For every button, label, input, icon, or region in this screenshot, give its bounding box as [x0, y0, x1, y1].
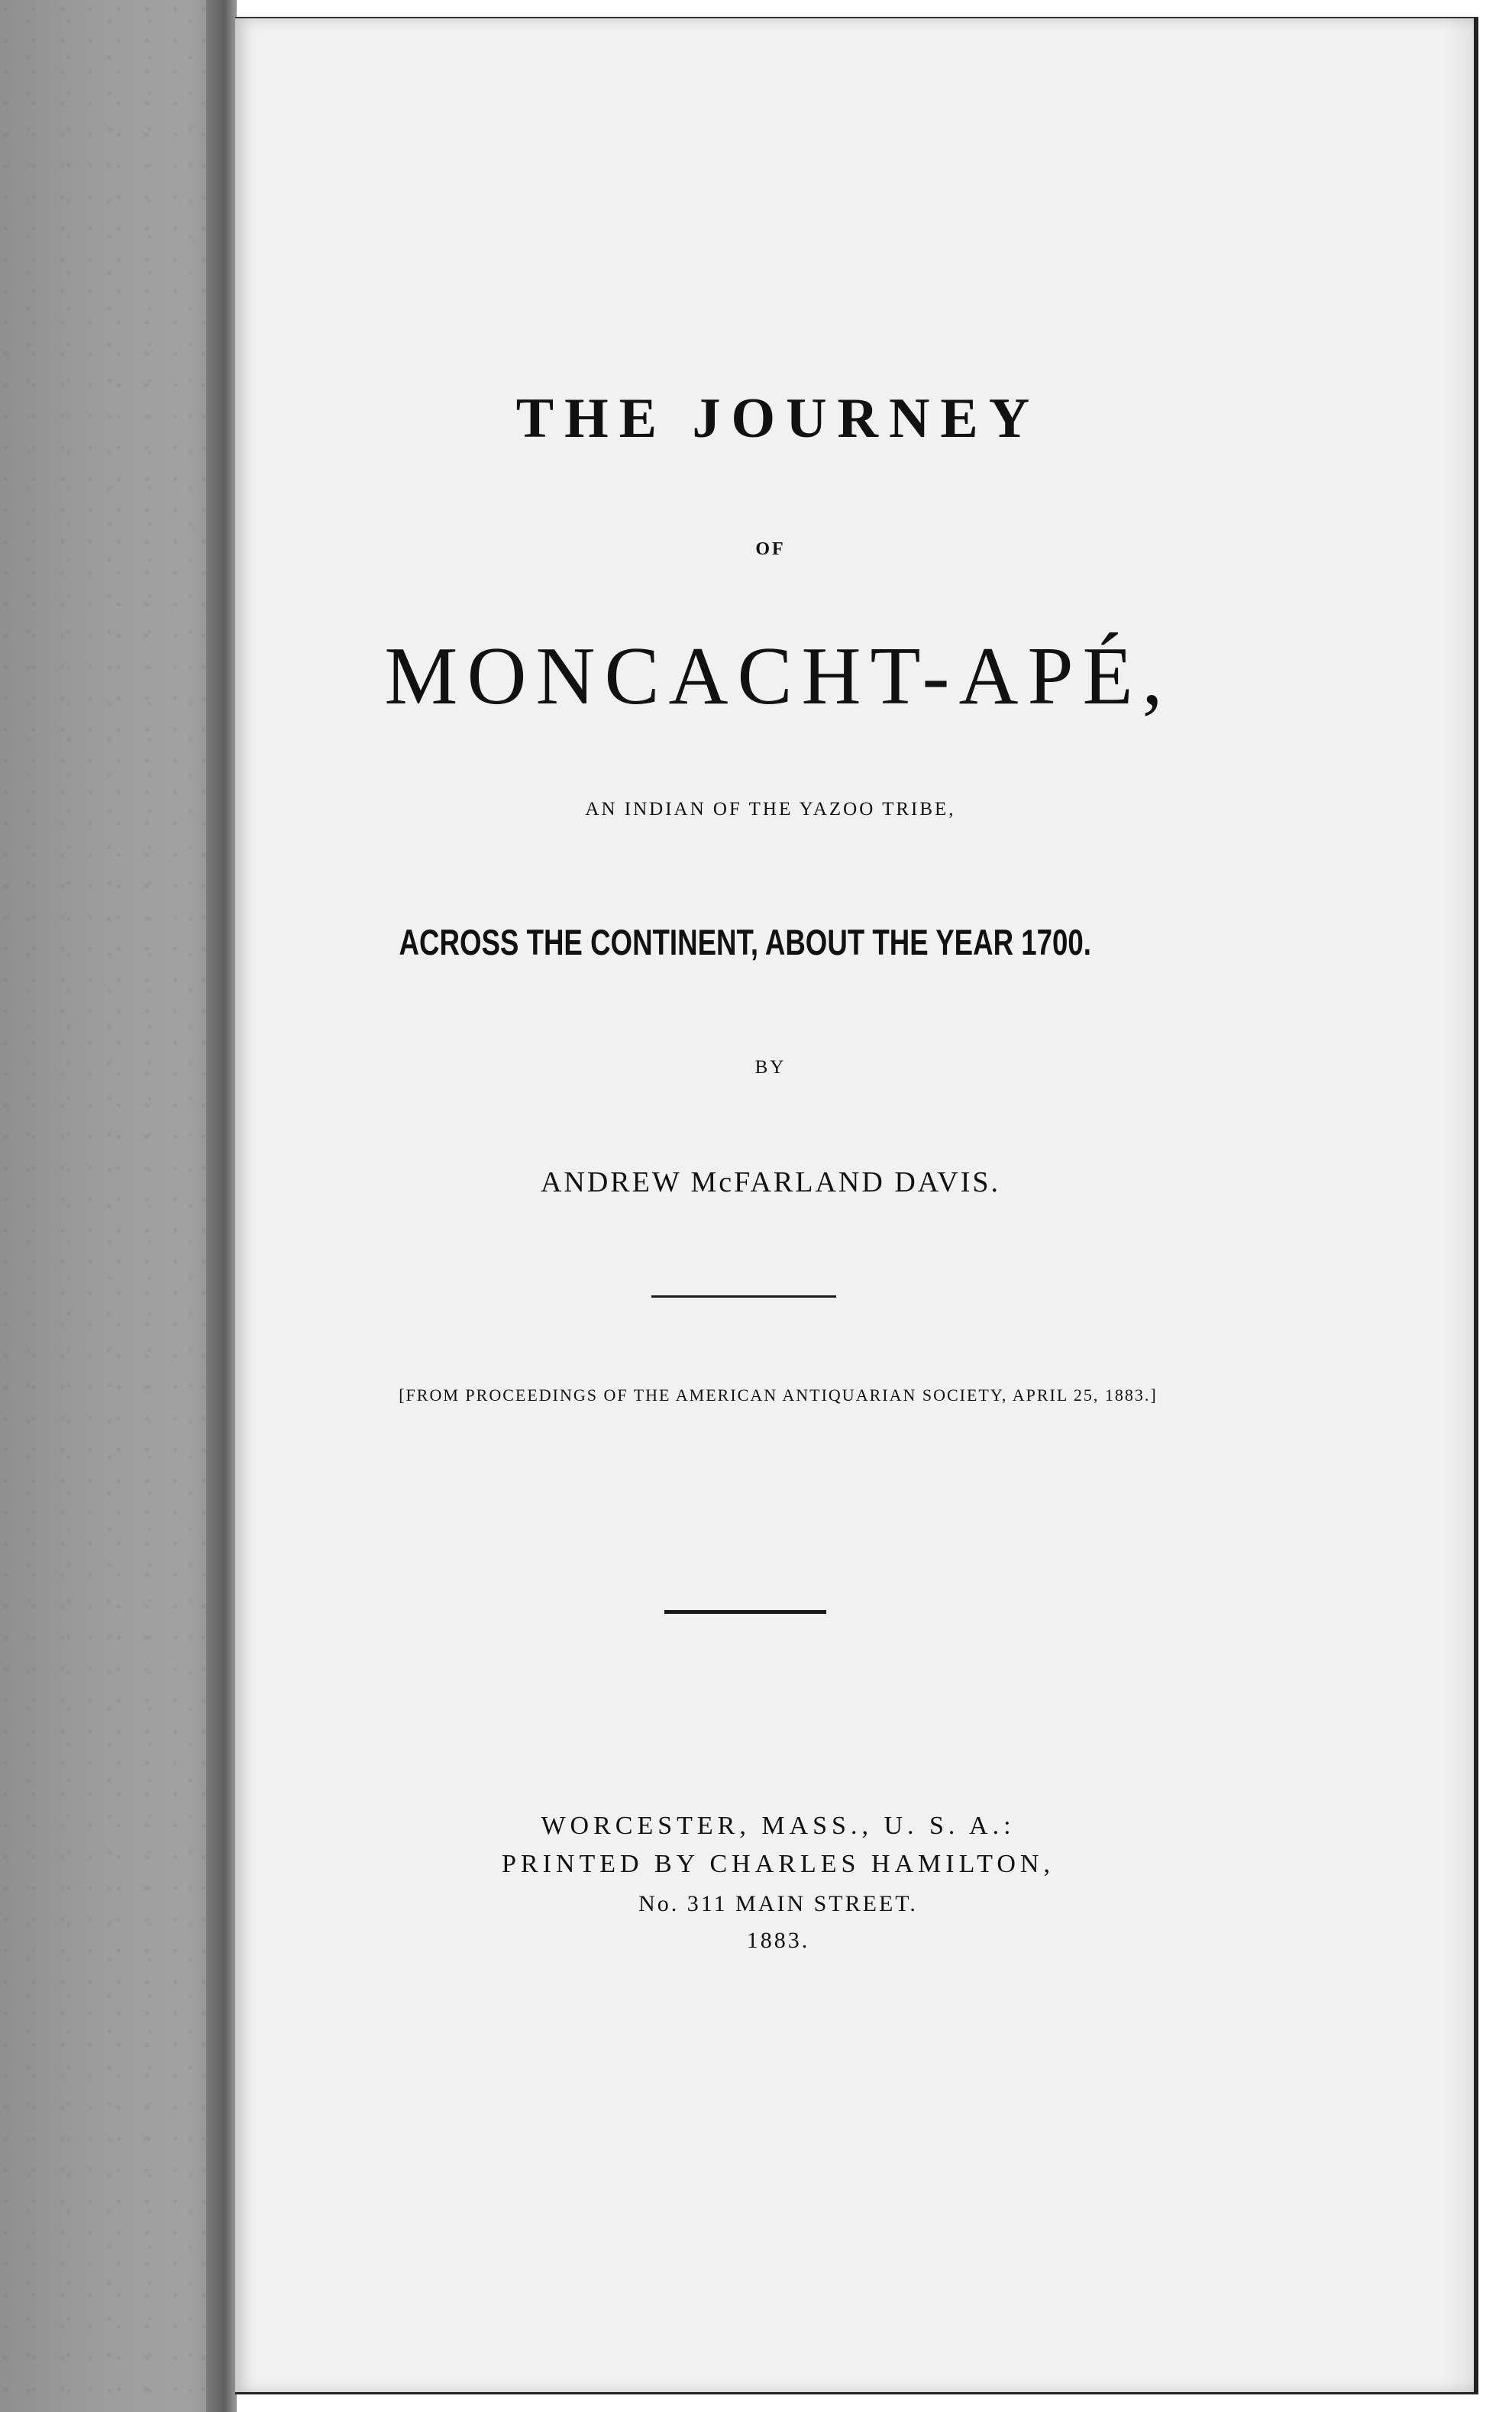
cover-board [0, 0, 233, 2412]
subtitle-tribe: AN INDIAN OF THE YAZOO TRIBE, [585, 799, 956, 820]
title-line-1: THE JOURNEY [515, 387, 1041, 450]
subtitle-journey: ACROSS THE CONTINENT, ABOUT THE YEAR 1700. [399, 922, 1092, 962]
imprint-place: WORCESTER, MASS., U. S. A.: [541, 1812, 1016, 1840]
cover-edge [206, 0, 237, 2412]
page-edge-shade [1443, 18, 1474, 2392]
title-line-2: MONCACHT-APÉ, [384, 631, 1172, 722]
imprint-printer: PRINTED BY CHARLES HAMILTON, [501, 1850, 1055, 1878]
divider-rule-1 [651, 1295, 836, 1298]
by-line: BY [754, 1057, 787, 1078]
title-connector-of: OF [755, 539, 786, 559]
divider-rule-2 [664, 1610, 826, 1614]
imprint-year: 1883. [746, 1928, 810, 1953]
title-page [235, 17, 1478, 2394]
author-name: ANDREW McFARLAND DAVIS. [540, 1166, 1001, 1198]
imprint-address: No. 311 MAIN STREET. [638, 1891, 918, 1916]
reprint-note: [FROM PROCEEDINGS OF THE AMERICAN ANTIQUARIAN SOCIETY, APRIL 25, 1883.] [399, 1385, 1158, 1405]
